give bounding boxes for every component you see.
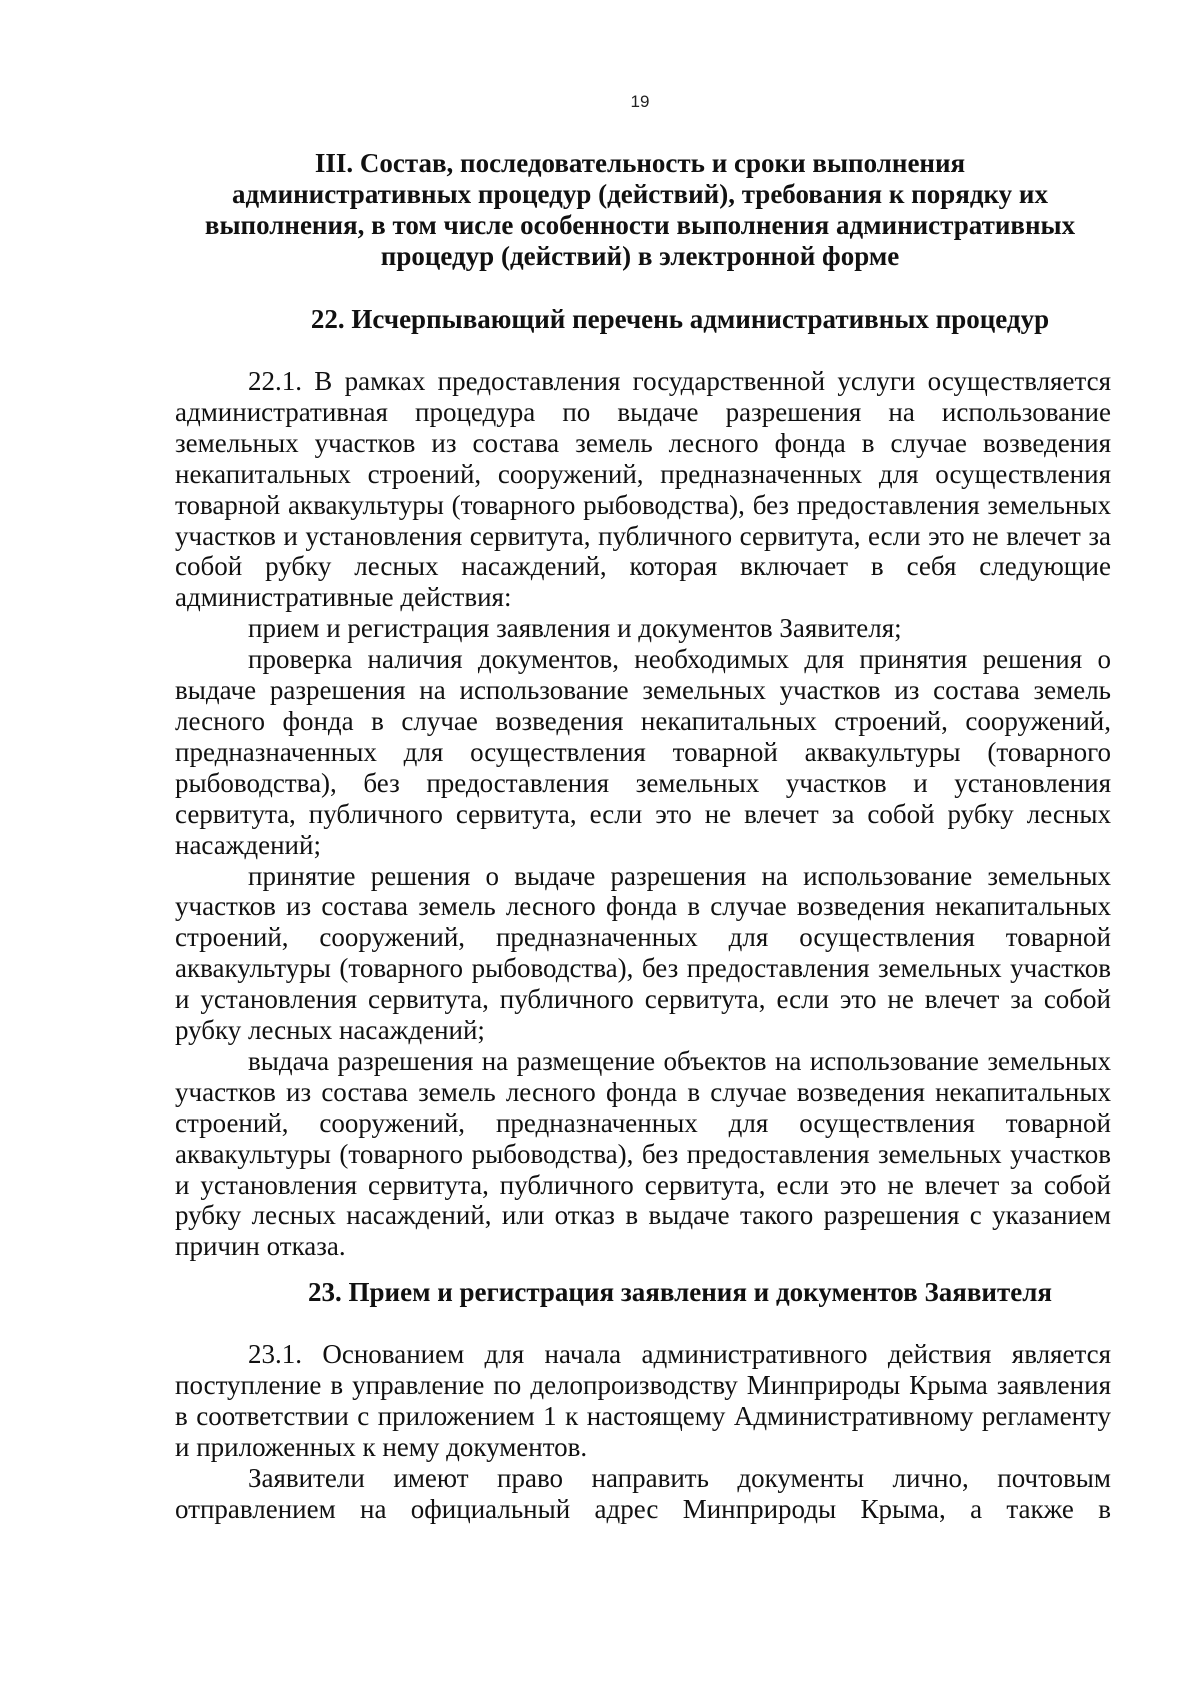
section-heading <box>190 148 1090 272</box>
paragraph-23-1: 23.1. Основанием для начала административного действия является поступление в управление по делопроизводству Минприроды Крыма заявления в соответствии с приложением 1 к настоящему Административному регламенту и приложенных к нему документов. <box>175 1339 1111 1462</box>
paragraph-22-1: 22.1. В рамках предоставления государственной услуги осуществляется административная процедура по выдаче разрешения на использование земельных участков из состава земель лесного фонда в случае возведения некапитальных строений, сооружений, предназначенных для осуществления товарной аквакультуры (товарного рыбоводства), без предоставления земельных участков и установления сервитута, публичного сервитута, если это не влечет за собой рубку лесных насаждений, которая включает в себя следующие административные действия: <box>175 366 1111 613</box>
list-item-decision: принятие решения о выдаче разрешения на использование земельных участков из состава земель лесного фонда в случае возведения некапитальных строений, сооружений, предназначенных для осуществления товарной аквакультуры (товарного рыбоводства), без предоставления земельных участков и установления сервитута, публичного сервитута, если это не влечет за собой рубку лесных насаждений; <box>175 860 1111 1046</box>
subsection-22-body <box>175 366 1111 1262</box>
section-heading-line: процедур (действий) в электронной форме <box>380 241 900 271</box>
subsection-22-heading: 22. Исчерпывающий перечень административных процедур <box>310 304 1050 334</box>
paragraph-applicants: Заявители имеют право направить документы лично, почтовым отправлением на официальный адрес Минприроды Крыма, а также в <box>175 1462 1111 1524</box>
section-heading-line: выполнения, в том числе особенности выполнения административных <box>204 210 1076 240</box>
list-item-verification: проверка наличия документов, необходимых для принятия решения о выдаче разрешения на использование земельных участков из состава земель лесного фонда в случае возведения некапитальных строений, сооружений, предназначенных для осуществления товарной аквакультуры (товарного рыбоводства), без предоставления земельных участков и установления сервитута, публичного сервитута, если это не влечет за собой рубку лесных насаждений; <box>175 644 1111 860</box>
page-number: 19 <box>630 92 650 111</box>
section-heading-line: административных процедур (действий), требования к порядку их <box>232 179 1048 209</box>
list-item-issuance: выдача разрешения на размещение объектов на использование земельных участков из состава земель лесного фонда в случае возведения некапитальных строений, сооружений, предназначенных для осуществления товарной аквакультуры (товарного рыбоводства), без предоставления земельных участков и установления сервитута, публичного сервитута, если это не влечет за собой рубку лесных насаждений, или отказ в выдаче такого разрешения с указанием причин отказа. <box>175 1045 1111 1262</box>
section-heading-line: III. Состав, последовательность и сроки выполнения <box>314 148 966 178</box>
list-item-reception: прием и регистрация заявления и документов Заявителя; <box>248 613 902 644</box>
subsection-23-body <box>175 1339 1111 1524</box>
subsection-23-heading: 23. Прием и регистрация заявления и документов Заявителя <box>308 1277 1052 1307</box>
